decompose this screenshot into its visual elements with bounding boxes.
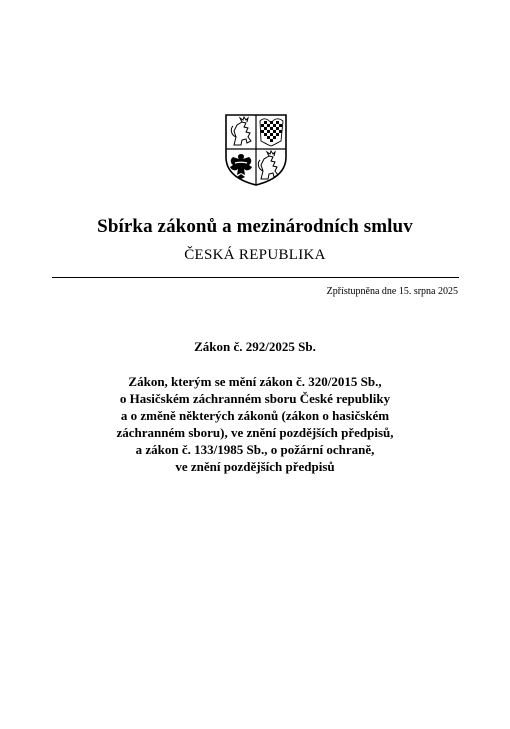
law-title: [60, 373, 450, 475]
state-coat-of-arms-icon: [224, 113, 288, 187]
law-title-line: o Hasičském záchranném sboru České republiky: [119, 391, 391, 406]
law-title-line: a o změně některých zákonů (zákon o hasičském: [120, 408, 390, 423]
country-name: ČESKÁ REPUBLIKA: [184, 247, 326, 263]
law-title-line: Zákon, kterým se mění zákon č. 320/2015 Sb.,: [128, 374, 382, 389]
law-number: Zákon č. 292/2025 Sb.: [194, 339, 316, 354]
publication-date: Zpřístupněna dne 15. srpna 2025: [326, 286, 458, 297]
header-divider: [52, 277, 459, 278]
law-title-line: ve znění pozdějších předpisů: [175, 459, 335, 474]
law-title-line: a zákon č. 133/1985 Sb., o požární ochraně,: [135, 442, 375, 457]
collection-title: Sbírka zákonů a mezinárodních smluv: [97, 216, 413, 237]
law-title-line: záchranném sboru), ve znění pozdějších předpisů,: [116, 425, 394, 440]
